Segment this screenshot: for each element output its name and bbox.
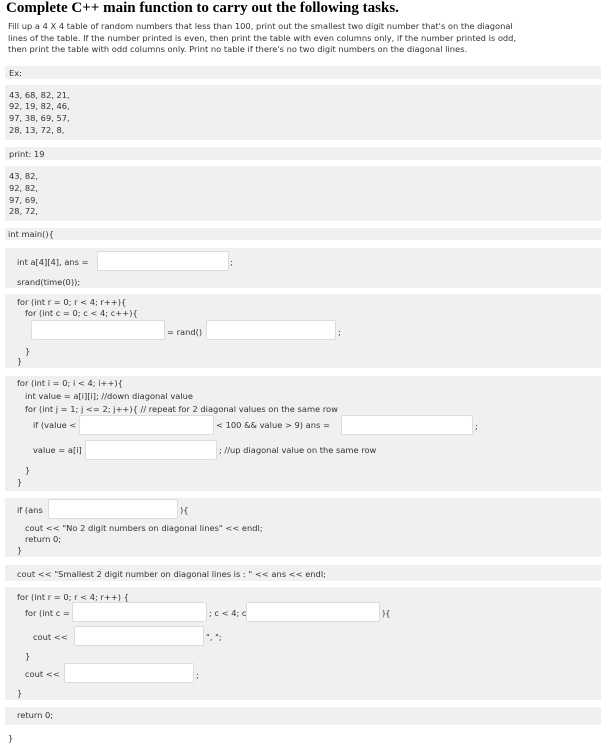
code-if-ans-end: ){ [180, 505, 189, 515]
code-for-j: for (int j = 1; j <= 2; j++){ // repeat for 2 diagonal values on the same row [25, 404, 338, 414]
blank-if-lower[interactable] [79, 415, 214, 435]
return-band [5, 707, 601, 725]
decl-band [5, 248, 601, 288]
example-label: Ex: [9, 68, 22, 78]
code-rand-end: ; [338, 327, 341, 337]
code-if-ans: if (ans [17, 505, 43, 515]
example-result-row: 28, 72, [9, 206, 39, 216]
code-cout-no: cout << "No 2 digit numbers on diagonal lines" << endl; [25, 523, 263, 533]
blank-cout-endl[interactable] [64, 663, 194, 683]
blank-ans-assign[interactable] [341, 415, 473, 435]
code-int-value: int value = a[i][i]; //down diagonal value [25, 391, 193, 401]
code-for-r2: for (int r = 0; r < 4; r++) { [17, 592, 129, 602]
code-close-i: } [17, 477, 23, 487]
code-if-value: if (value < [33, 420, 77, 430]
example-table-row: 97, 38, 69, 57, [9, 113, 70, 123]
main-band [5, 228, 601, 240]
example-table-row: 92, 19, 82, 46, [9, 101, 70, 111]
code-close-main: } [8, 733, 14, 743]
example-result-band [5, 166, 601, 221]
code-value-comment: ; //up diagonal value on the same row [219, 445, 377, 455]
code-cout-sep: ", "; [206, 632, 222, 642]
code-cout-lt2: cout << [25, 669, 60, 679]
code-return-0: return 0; [25, 534, 62, 544]
blank-up-diag-index[interactable] [85, 440, 217, 460]
print-line-band [5, 147, 601, 160]
blank-rand-expr[interactable] [206, 320, 336, 340]
code-close-r2: } [17, 688, 23, 698]
code-close-outer: } [17, 356, 23, 366]
example-table-row: 43, 68, 82, 21, [9, 90, 70, 100]
code-decl: int a[4][4], ans = [17, 257, 89, 267]
code-for-i: for (int i = 0; i < 4; i++){ [17, 378, 123, 388]
example-print-line: print: 19 [9, 149, 45, 159]
code-cout-end: ; [196, 670, 199, 680]
code-decl-end: ; [230, 257, 233, 267]
task-description [8, 21, 604, 56]
blank-cout-element[interactable] [74, 626, 204, 646]
page-title: Complete C++ main function to carry out the following tasks. [6, 0, 399, 16]
code-if-value-end: ; [475, 421, 478, 431]
code-for-c: for (int c = 0; c < 4; c++){ [25, 308, 138, 318]
description-line: then print the table with odd columns only. Print no table if there's no two digit numbers on the diagonal lines. [8, 44, 468, 54]
code-close-inner: } [25, 346, 31, 356]
blank-for-c-start[interactable] [72, 602, 207, 622]
blank-array-element[interactable] [31, 320, 165, 340]
example-result-row: 97, 69, [9, 195, 39, 205]
code-for-c2: for (int c = [25, 608, 70, 618]
code-main: int main(){ [8, 229, 54, 239]
blank-if-ans-cond[interactable] [48, 499, 178, 519]
code-srand: srand(time(0)); [17, 277, 81, 287]
code-for-c2-mid: ; c < 4; c [209, 608, 247, 618]
blank-for-c-step[interactable] [246, 602, 380, 622]
example-table-band [5, 85, 601, 140]
code-rand: = rand() [167, 327, 203, 337]
code-value-assign: value = a[i] [33, 445, 82, 455]
code-if-value-mid: < 100 && value > 9) ans = [216, 420, 330, 430]
example-table-row: 28, 13, 72, 8, [9, 125, 65, 135]
example-label-band [5, 66, 601, 79]
code-for-c2-end: ){ [382, 608, 391, 618]
example-result-row: 92, 82, [9, 183, 39, 193]
code-close-j: } [25, 465, 31, 475]
code-cout-small: cout << "Smallest 2 digit number on diagonal lines is : " << ans << endl; [17, 569, 326, 579]
code-close-c2: } [25, 651, 31, 661]
example-result-row: 43, 82, [9, 171, 39, 181]
code-cout-lt: cout << [33, 632, 68, 642]
code-return-final: return 0; [17, 710, 54, 720]
description-line: Fill up a 4 X 4 table of random numbers that less than 100, print out the smallest two digit number that's on the diagonal [8, 21, 513, 31]
blank-ans-init[interactable] [97, 251, 229, 271]
code-for-r: for (int r = 0; r < 4; r++){ [17, 297, 127, 307]
code-close-if: } [17, 545, 23, 555]
description-line: lines of the table. If the number printed is even, then print the table with even columns only, if the number printed is odd, [8, 32, 517, 43]
